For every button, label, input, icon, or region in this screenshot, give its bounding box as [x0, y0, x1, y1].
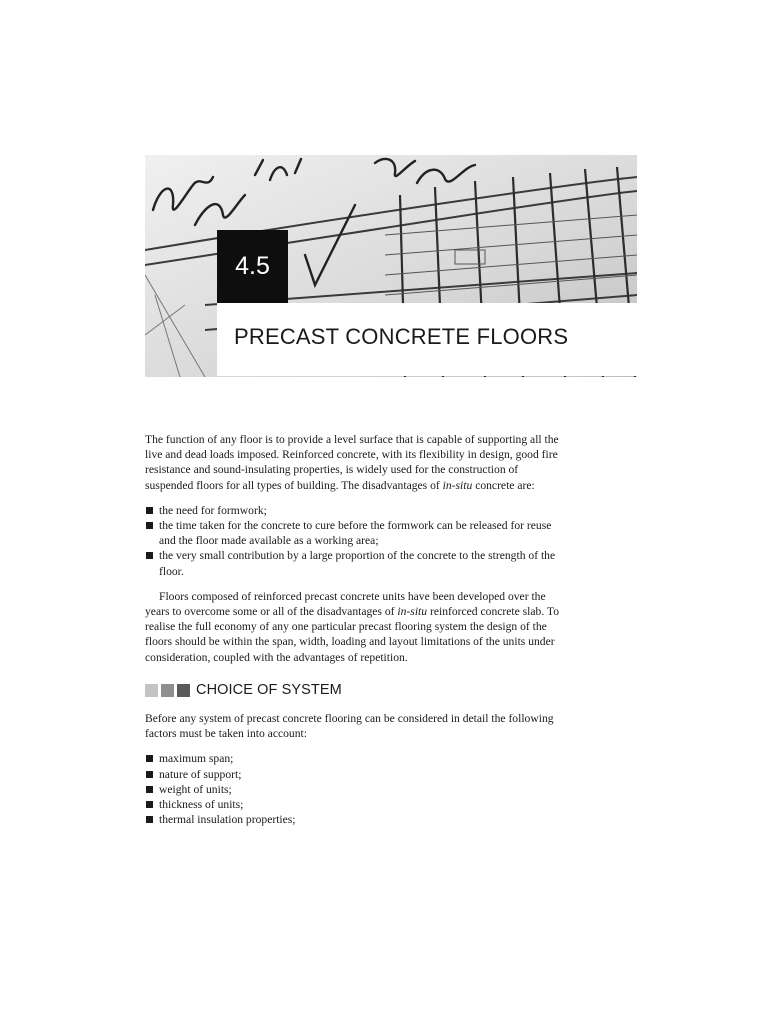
- section-title: CHOICE OF SYSTEM: [196, 681, 342, 698]
- list-item-text: thickness of units;: [159, 798, 244, 812]
- heading-block-mid-icon: [161, 684, 174, 697]
- para2-trail-text: reinforced concrete slab. To realise the full economy of any one particular precast flooring system the design of the floors should be within the span, width, loading and layout limitations of the units under consideration, coupled with the advantages of repetition.: [145, 605, 559, 664]
- list-item: [145, 782, 565, 797]
- section-intro-paragraph: Before any system of precast concrete flooring can be considered in detail the following factors must be taken into account:: [145, 712, 554, 741]
- list-item: [145, 503, 565, 518]
- intro-paragraph: [145, 432, 565, 493]
- bullet-square-icon: [146, 755, 153, 762]
- heading-block-dark-icon: [177, 684, 190, 697]
- bullet-square-icon: [146, 552, 153, 559]
- list-item-text: weight of units;: [159, 782, 232, 796]
- factors-list: [145, 751, 565, 827]
- list-item-text: maximum span;: [159, 752, 234, 766]
- list-item-text: the very small contribution by a large proportion of the concrete to the strength of the floor.: [159, 549, 556, 578]
- list-item-text: the need for formwork;: [159, 503, 267, 517]
- list-item-text: thermal insulation properties;: [159, 813, 296, 827]
- bullet-square-icon: [146, 816, 153, 823]
- list-item-text: nature of support;: [159, 767, 242, 781]
- list-item: [145, 518, 565, 548]
- body-content: [145, 432, 565, 837]
- bullet-square-icon: [146, 786, 153, 793]
- intro-trail-text: concrete are:: [475, 478, 535, 492]
- heading-block-light-icon: [145, 684, 158, 697]
- list-item: [145, 767, 565, 782]
- list-item: [145, 797, 565, 812]
- bullet-square-icon: [146, 507, 153, 514]
- list-item: [145, 751, 565, 766]
- list-item: [145, 812, 565, 827]
- disadvantages-list: [145, 503, 565, 579]
- para2-term: in-situ: [397, 605, 428, 619]
- chapter-title: PRECAST CONCRETE FLOORS: [234, 324, 569, 349]
- section-heading: [145, 683, 565, 698]
- bullet-square-icon: [146, 801, 153, 808]
- para2-lead-text: Floors composed of reinforced precast concrete units have been developed over the years to overcome some or all of the disadvantages of: [145, 589, 546, 619]
- chapter-number-box: [217, 230, 288, 303]
- list-item: [145, 548, 565, 578]
- second-paragraph: [145, 589, 565, 665]
- list-item-text: the time taken for the concrete to cure before the formwork can be released for reuse and the floor made available as a working area;: [159, 519, 552, 548]
- intro-term: in-situ: [442, 478, 473, 492]
- bullet-square-icon: [146, 771, 153, 778]
- bullet-square-icon: [146, 522, 153, 529]
- chapter-number: 4.5: [235, 252, 270, 280]
- chapter-title-box: [217, 303, 637, 376]
- intro-lead-text: The function of any floor is to provide a level surface that is capable of supporting all the live and dead loads imposed. Reinforced concrete, with its flexibility in design, good fire resistance and sound-insulating properties, is widely used for the construction of suspended floors for all types of building. The disadvantages of: [145, 433, 559, 492]
